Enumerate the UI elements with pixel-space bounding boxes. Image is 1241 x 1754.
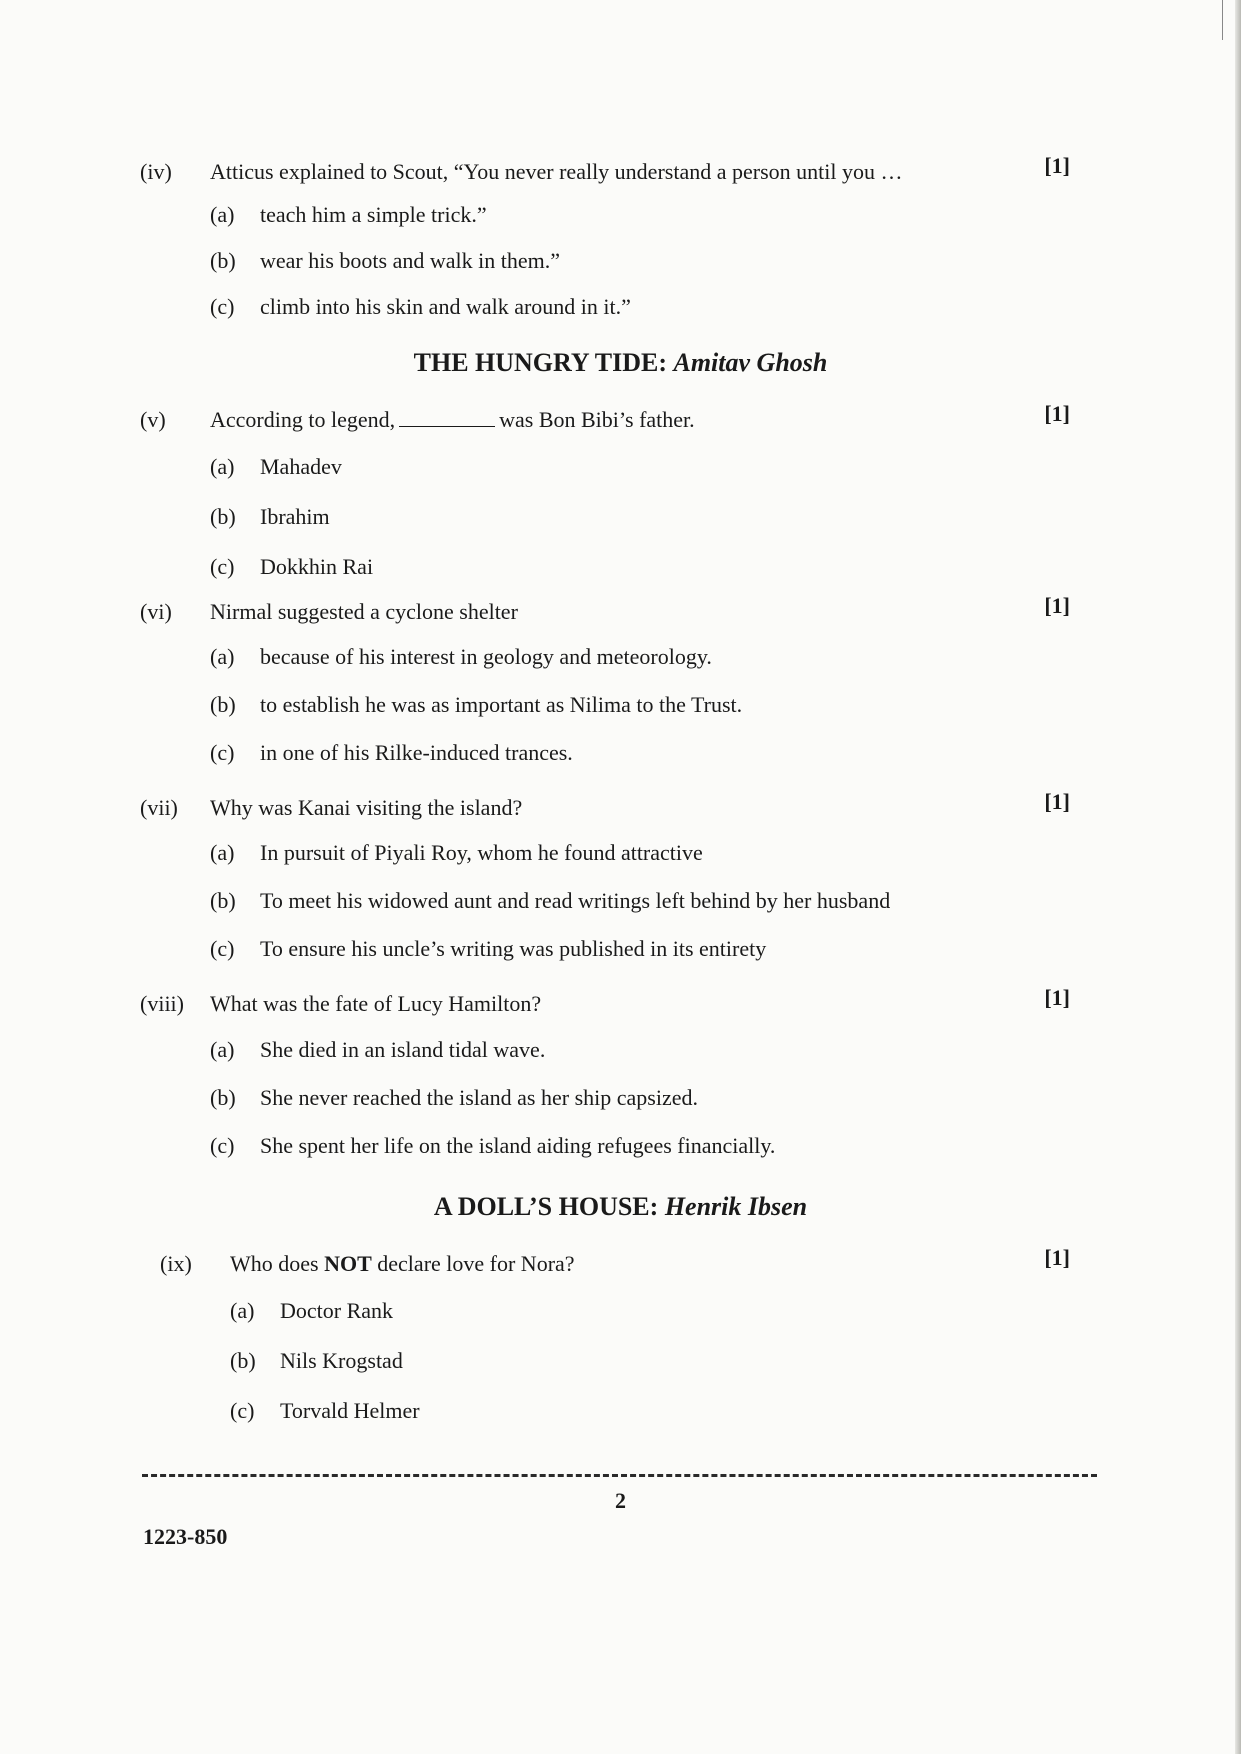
section-author: Henrik Ibsen xyxy=(664,1192,808,1221)
question-marks: [1] xyxy=(1044,401,1070,426)
section-title-hungry-tide xyxy=(0,348,1241,378)
option-text: To ensure his uncle’s writing was published in its entirety xyxy=(260,936,767,961)
question-text: Nirmal suggested a cyclone shelter xyxy=(210,599,518,624)
option xyxy=(210,284,1070,330)
option-label: (b) xyxy=(230,1348,256,1373)
question-v xyxy=(140,400,1070,592)
option-label: (b) xyxy=(210,1085,236,1110)
option-label: (a) xyxy=(210,454,235,479)
option xyxy=(210,1024,1070,1072)
question-vi xyxy=(140,592,1070,776)
question-text-end: declare love for Nora? xyxy=(377,1251,575,1276)
question-ix xyxy=(140,1244,1070,1434)
option-label: (c) xyxy=(210,1133,235,1158)
option-label: (c) xyxy=(210,936,235,961)
question-marks: [1] xyxy=(1044,985,1070,1010)
question-text-emphasis: NOT xyxy=(324,1251,372,1276)
option-label: (b) xyxy=(210,248,236,273)
option xyxy=(230,1284,1070,1334)
question-text: What was the fate of Lucy Hamilton? xyxy=(210,991,542,1016)
question-number: (v) xyxy=(140,407,166,432)
question-marks: [1] xyxy=(1044,153,1070,178)
option-label: (c) xyxy=(230,1398,255,1423)
question-viii xyxy=(140,984,1070,1168)
option xyxy=(210,632,1070,680)
paper-code: 1223-850 xyxy=(143,1524,228,1549)
option xyxy=(210,680,1070,728)
option xyxy=(210,728,1070,776)
option xyxy=(210,192,1070,238)
option-label: (a) xyxy=(230,1298,255,1323)
option-text: wear his boots and walk in them.” xyxy=(260,248,560,273)
option-label: (a) xyxy=(210,202,235,227)
option xyxy=(210,442,1070,492)
option xyxy=(230,1334,1070,1384)
option-text: She never reached the island as her ship capsized. xyxy=(260,1085,698,1110)
option-text: To meet his widowed aunt and read writings left behind by her husband xyxy=(260,888,891,913)
option-text: because of his interest in geology and meteorology. xyxy=(260,644,712,669)
option xyxy=(210,238,1070,284)
page-number: 2 xyxy=(615,1488,626,1513)
option-text: Dokkhin Rai xyxy=(260,554,374,579)
option-text: Torvald Helmer xyxy=(280,1398,420,1423)
option-label: (a) xyxy=(210,840,235,865)
option xyxy=(210,492,1070,542)
question-number: (vi) xyxy=(140,599,172,624)
option-text: to establish he was as important as Nilima to the Trust. xyxy=(260,692,743,717)
question-iv xyxy=(140,152,1070,330)
question-text: Why was Kanai visiting the island? xyxy=(210,795,523,820)
question-number: (ix) xyxy=(160,1251,192,1276)
option-text: teach him a simple trick.” xyxy=(260,202,487,227)
question-text xyxy=(230,1244,575,1284)
section-title-text: A DOLL’S HOUSE: xyxy=(433,1192,659,1221)
question-text-start: According to legend, xyxy=(210,407,396,432)
option-text: climb into his skin and walk around in it.” xyxy=(260,294,631,319)
option xyxy=(210,1072,1070,1120)
section-author: Amitav Ghosh xyxy=(673,348,828,377)
question-marks: [1] xyxy=(1044,593,1070,618)
question-text xyxy=(210,400,695,440)
question-marks: [1] xyxy=(1044,1245,1070,1270)
section-title-text: THE HUNGRY TIDE: xyxy=(413,348,667,377)
question-number: (vii) xyxy=(140,795,178,820)
option xyxy=(210,828,1070,876)
option-text: She died in an island tidal wave. xyxy=(260,1037,546,1062)
option-label: (a) xyxy=(210,644,235,669)
option-text: Doctor Rank xyxy=(280,1298,394,1323)
margin-mark xyxy=(1222,0,1223,40)
option-label: (a) xyxy=(210,1037,235,1062)
footer-divider xyxy=(142,1474,1097,1477)
option-text: in one of his Rilke-induced trances. xyxy=(260,740,573,765)
question-text-end: was Bon Bibi’s father. xyxy=(499,407,695,432)
option-label: (b) xyxy=(210,504,236,529)
question-text: Atticus explained to Scout, “You never really understand a person until you … xyxy=(210,159,903,184)
option-text: She spent her life on the island aiding refugees financially. xyxy=(260,1133,776,1158)
question-number: (iv) xyxy=(140,159,172,184)
option-label: (c) xyxy=(210,294,235,319)
option-label: (b) xyxy=(210,888,236,913)
section-title-dolls-house xyxy=(0,1192,1241,1222)
option xyxy=(210,924,1070,972)
option xyxy=(230,1384,1070,1434)
option xyxy=(210,1120,1070,1168)
question-number: (viii) xyxy=(140,991,184,1016)
option-text: Ibrahim xyxy=(260,504,330,529)
option xyxy=(210,542,1070,592)
question-marks: [1] xyxy=(1044,789,1070,814)
option-text: Nils Krogstad xyxy=(280,1348,403,1373)
option-text: In pursuit of Piyali Roy, whom he found attractive xyxy=(260,840,703,865)
question-vii xyxy=(140,788,1070,972)
fill-in-blank xyxy=(399,404,495,427)
option-label: (c) xyxy=(210,554,235,579)
option xyxy=(210,876,1070,924)
option-label: (c) xyxy=(210,740,235,765)
option-label: (b) xyxy=(210,692,236,717)
option-text: Mahadev xyxy=(260,454,342,479)
question-text-start: Who does xyxy=(230,1251,319,1276)
